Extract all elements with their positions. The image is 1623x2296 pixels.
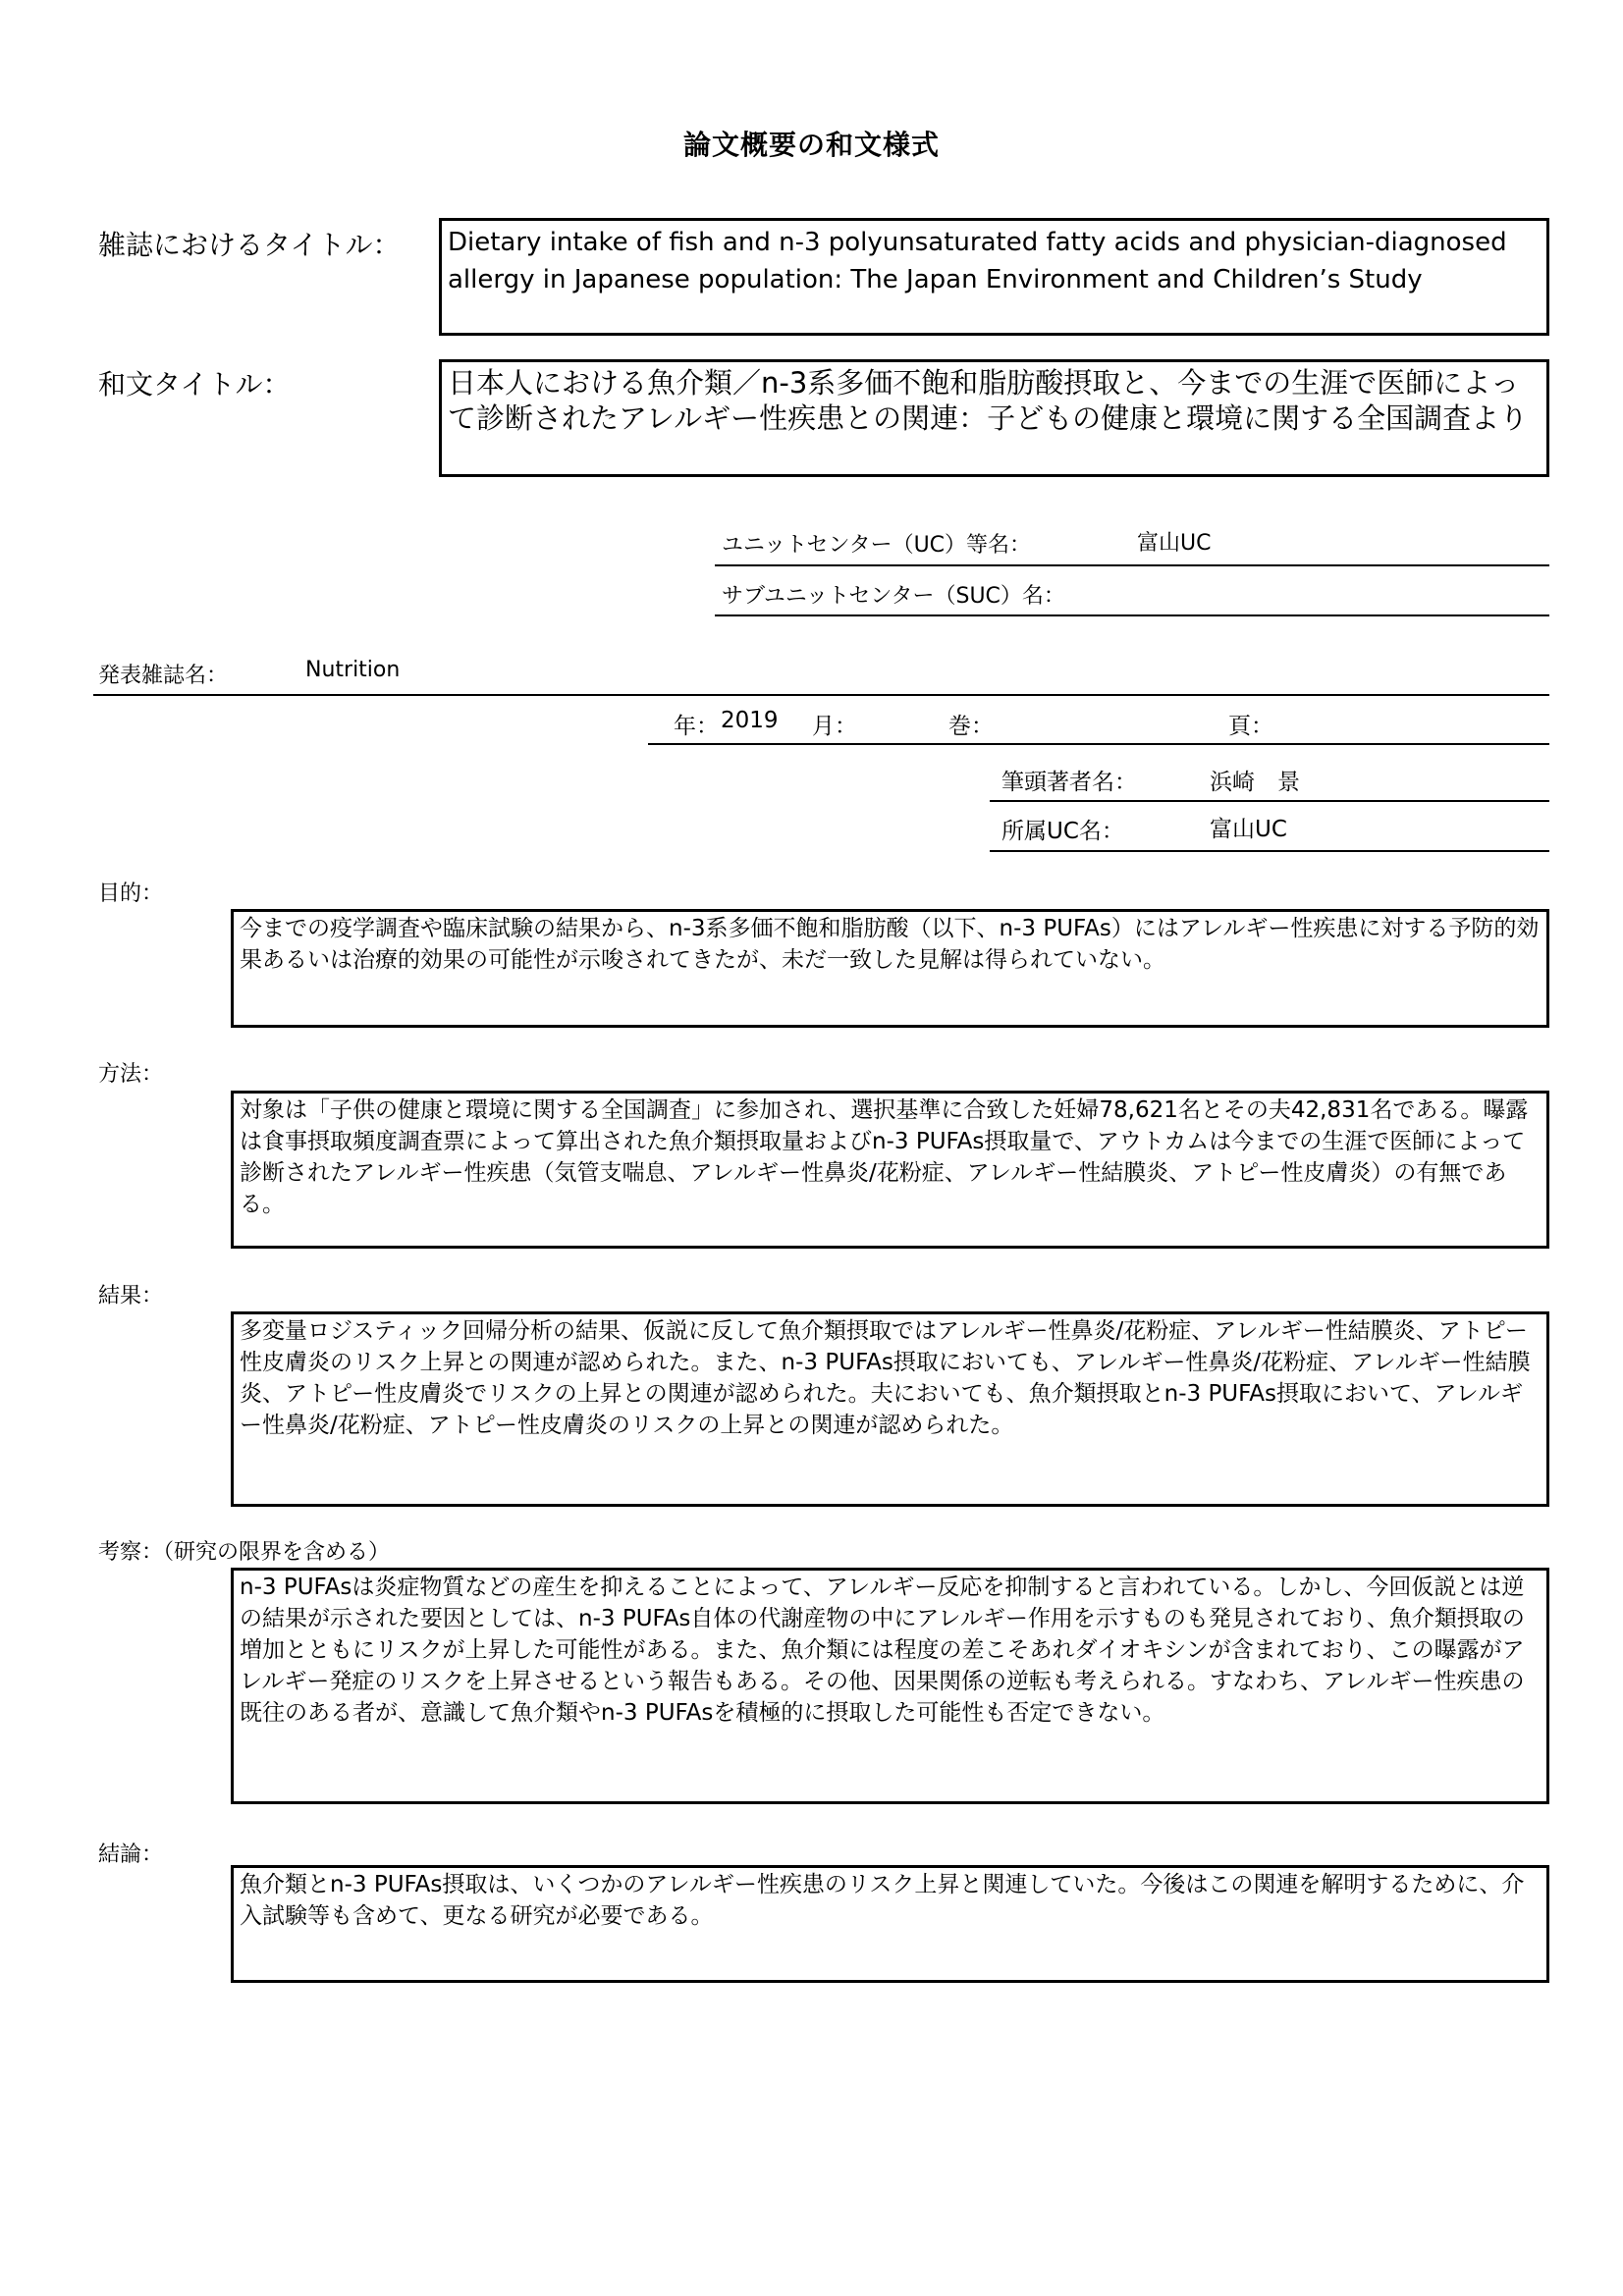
affiliation-value: 富山UC	[1210, 817, 1287, 842]
journal-name-value: Nutrition	[305, 658, 401, 682]
year-value: 2019	[721, 708, 779, 733]
sub-unit-center-label: サブユニットセンター（SUC）名：	[722, 584, 1065, 609]
first-author-value: 浜崎 景	[1210, 770, 1300, 795]
month-label: 月：	[812, 714, 857, 739]
purpose-box[interactable]	[231, 909, 1549, 1028]
discussion-text: n-3 PUFAsは炎症物質などの産生を抑えることによって、アレルギー反応を抑制すると言われている。しかし、今回仮説とは逆の結果が示された要因としては、n-3 PUFAs自体の代謝産物の中にアレルギー作用を示すものも発見されており、魚介類摂取の増加とともにリスクが上昇した可能性がある。また、魚介類には程度の差こそあれダイオキシンが含まれており、この曝露がアレルギー発症のリスクを上昇させるという報告もある。その他、因果関係の逆転も考えられる。すなわち、アレルギー性疾患の既往のある者が、意識して魚介類やn-3 PUFAsを積極的に摂取した可能性も否定できない。	[240, 1575, 1525, 1726]
unit-center-label: ユニットセンター（UC）等名：	[722, 533, 1032, 558]
unit-center-value: 富山UC	[1137, 531, 1212, 556]
conclusion-text: 魚介類とn-3 PUFAs摂取は、いくつかのアレルギー性疾患のリスク上昇と関連していた。今後はこの関連を解明するために、介入試験等も含めて、更なる研究が必要である。	[240, 1872, 1525, 1929]
unit-center-underline	[715, 564, 1549, 566]
purpose-text: 今までの疫学調査や臨床試験の結果から、n-3系多価不飽和脂肪酸（以下、n-3 PUFAs）にはアレルギー性疾患に対する予防的効果あるいは治療的効果の可能性が示唆されてきたが、未だ一致した見解は得られていない。	[240, 916, 1540, 973]
volume-label: 巻：	[948, 714, 994, 739]
method-label: 方法：	[98, 1062, 164, 1087]
journal-name-underline	[93, 694, 1549, 696]
journal-title-label: 雑誌におけるタイトル：	[98, 229, 401, 261]
first-author-underline	[990, 800, 1549, 802]
purpose-label: 目的：	[98, 881, 164, 906]
first-author-label: 筆頭著者名：	[1001, 770, 1137, 795]
sub-unit-center-underline	[715, 614, 1549, 616]
page-title: 論文概要の和文様式	[682, 129, 940, 161]
journal-title-value: Dietary intake of fish and n-3 polyunsaturated fatty acids and physician-diagnosed allergy in Japanese population: The Japan Environment and Children’s Study	[448, 228, 1507, 294]
affiliation-underline	[990, 850, 1549, 852]
discussion-box[interactable]	[231, 1568, 1549, 1804]
year-line-underline	[648, 743, 1549, 745]
japanese-title-label: 和文タイトル：	[98, 368, 291, 400]
results-text: 多変量ロジスティック回帰分析の結果、仮説に反して魚介類摂取ではアレルギー性鼻炎/花粉症、アレルギー性結膜炎、アトピー性皮膚炎のリスク上昇との関連が認められた。また、n-3 PUFAs摂取においても、アレルギー性鼻炎/花粉症、アレルギー性結膜炎、アトピー性皮膚炎でリスクの上昇との関連が認められた。夫においても、魚介類摂取とn-3 PUFAs摂取において、アレルギー性鼻炎/花粉症、アトピー性皮膚炎のリスクの上昇との関連が認められた。	[240, 1318, 1531, 1438]
conclusion-label: 結論：	[98, 1842, 164, 1867]
method-text: 対象は「子供の健康と環境に関する全国調査」に参加され、選択基準に合致した妊婦78,621名とその夫42,831名である。曝露は食事摂取頻度調査票によって算出された魚介類摂取量およびn-3 PUFAs摂取量で、アウトカムは今までの生涯で医師によって診断されたアレルギー性疾患（気管支喘息、アレルギー性鼻炎/花粉症、アレルギー性結膜炎、アトピー性皮膚炎）の有無である。	[240, 1097, 1529, 1217]
journal-name-label: 発表雑誌名：	[98, 664, 229, 688]
discussion-label: 考察：（研究の限界を含める）	[98, 1540, 391, 1565]
japanese-title-value: 日本人における魚介類／n-3系多価不飽和脂肪酸摂取と、今までの生涯で医師によって診断されたアレルギー性疾患との関連：子どもの健康と環境に関する全国調査より	[448, 366, 1529, 435]
page-label: 頁：	[1228, 714, 1273, 739]
results-label: 結果：	[98, 1284, 164, 1308]
method-box[interactable]	[231, 1091, 1549, 1249]
results-box[interactable]	[231, 1311, 1549, 1507]
affiliation-label: 所属UC名：	[1001, 819, 1124, 844]
japanese-title-box[interactable]	[439, 359, 1549, 477]
conclusion-box[interactable]	[231, 1865, 1549, 1983]
journal-title-box[interactable]	[439, 218, 1549, 336]
year-label: 年：	[674, 714, 719, 739]
